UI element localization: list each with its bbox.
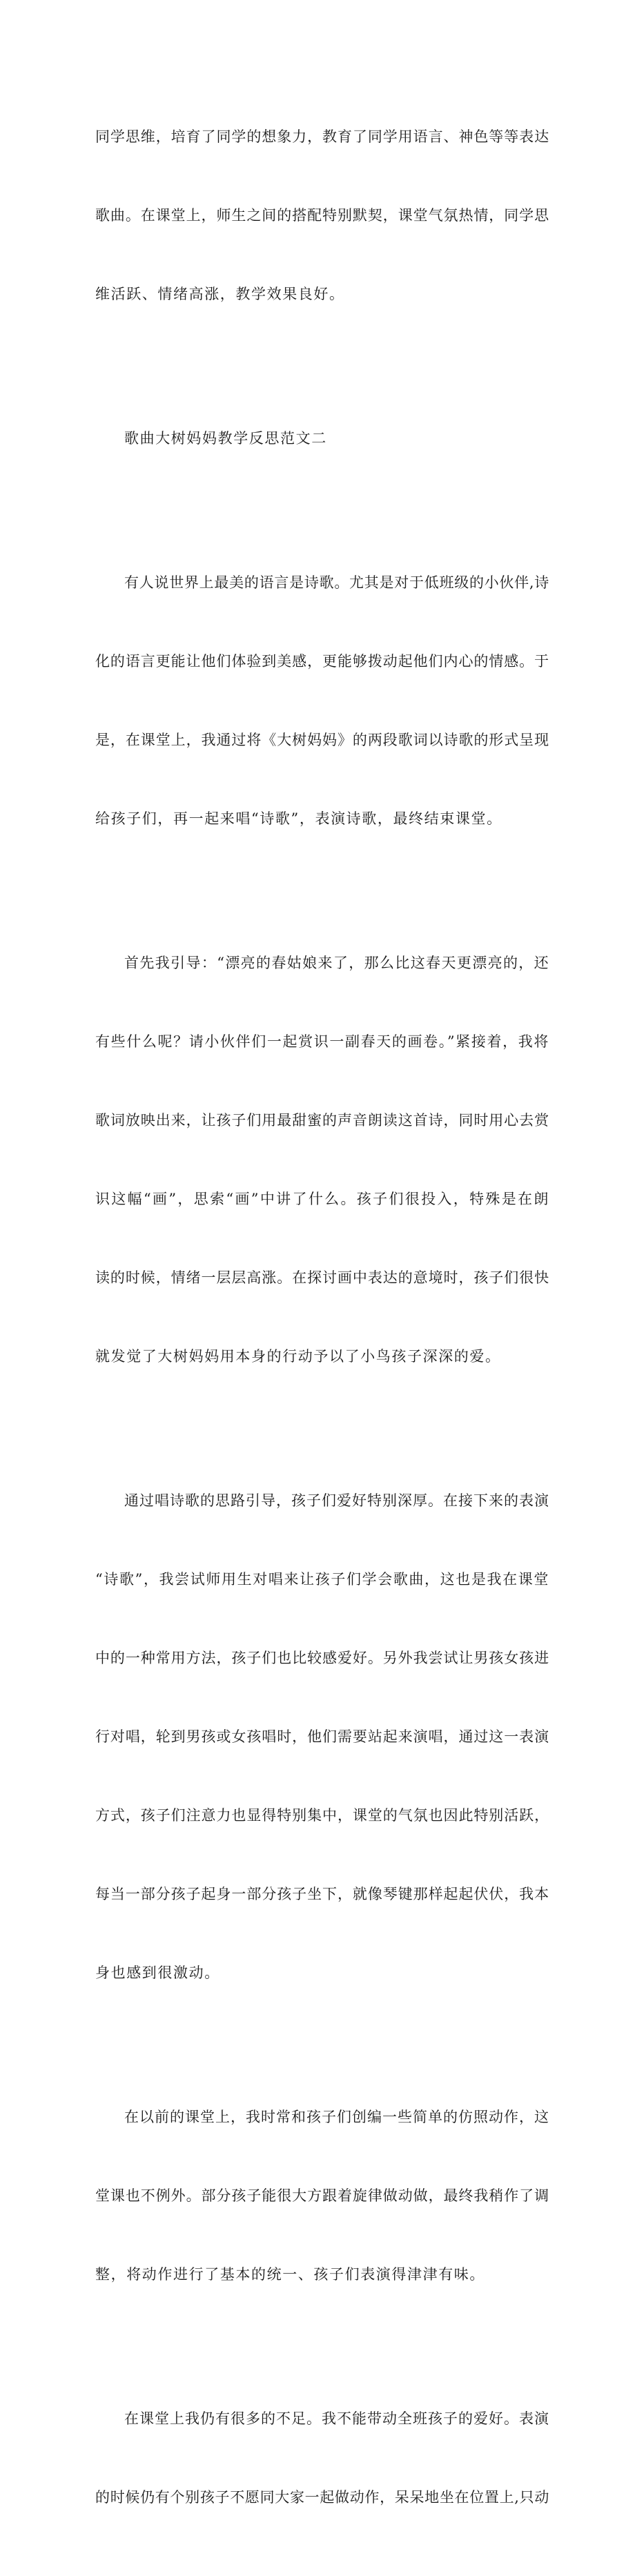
text-line: 通过唱诗歌的思路引导，孩子们爱好特别深厚。在接下来的表演 <box>124 1492 549 1509</box>
text-line: 读的时候，情绪一层层高涨。在探讨画中表达的意境时，孩子们很快 <box>95 1269 549 1286</box>
text-line: 首先我引导：“漂亮的春姑娘来了，那么比这春天更漂亮的，还 <box>124 955 549 971</box>
text-line: 同学思维，培育了同学的想象力，教育了同学用语言、神色等等表达 <box>95 128 549 145</box>
text-line: 整，将动作进行了基本的统一、孩子们表演得津津有味。 <box>95 2266 485 2283</box>
text-line: 化的语言更能让他们体验到美感，更能够拨动起他们内心的情感。于 <box>95 653 549 670</box>
paragraph-intro <box>95 517 549 884</box>
text-line: 行对唱，轮到男孩或女孩唱时，他们需要站起来演唱，通过这一表演 <box>95 1728 549 1745</box>
text-line: 维活跃、情绪高涨，教学效果良好。 <box>95 286 345 302</box>
paragraph-singing <box>95 1435 549 2038</box>
paragraph-actions <box>95 2051 549 2340</box>
heading-line: 歌曲大树妈妈教学反思范文二 <box>124 430 327 447</box>
text-line: 歌曲。在课堂上，师生之间的搭配特别默契，课堂气氛热情，同学思 <box>95 207 549 224</box>
paragraph-shortcomings <box>95 2353 549 2563</box>
document-body <box>95 71 549 2576</box>
text-line: 在以前的课堂上，我时常和孩子们创编一些简单的仿照动作，这 <box>124 2109 549 2125</box>
text-line: 的时候仍有个别孩子不愿同大家一起做动作，呆呆地坐在位置上,只动 <box>95 2489 549 2506</box>
text-line: “诗歌”，我尝试师用生对唱来让孩子们学会歌曲，这也是我在课堂 <box>95 1571 549 1588</box>
text-line: 给孩子们，再一起来唱“诗歌”，表演诗歌，最终结束课堂。 <box>95 810 502 827</box>
text-line: 是，在课堂上，我通过将《大树妈妈》的两段歌词以诗歌的形式呈现 <box>95 732 549 748</box>
text-line: 每当一部分孩子起身一部分孩子坐下，就像琴键那样起起伏伏，我本 <box>95 1886 549 1902</box>
text-line: 中的一种常用方法，孩子们也比较感爱好。另外我尝试让男孩女孩进 <box>95 1650 549 1666</box>
paragraph-continuation <box>95 71 549 360</box>
paragraph-guidance <box>95 897 549 1422</box>
text-line: 就发觉了大树妈妈用本身的行动予以了小鸟孩子深深的爱。 <box>95 1348 501 1365</box>
text-line: 识这幅“画”，思索“画”中讲了什么。孩子们很投入，特殊是在朗 <box>95 1191 549 1207</box>
text-line: 有些什么呢？请小伙伴们一起赏识一副春天的画卷。”紧接着，我将 <box>95 1033 549 1050</box>
section-heading <box>95 373 549 504</box>
text-line: 歌词放映出来，让孩子们用最甜蜜的声音朗读这首诗，同时用心去赏 <box>95 1112 549 1129</box>
text-line: 在课堂上我仍有很多的不足。我不能带动全班孩子的爱好。表演 <box>124 2410 549 2427</box>
text-line: 身也感到很激动。 <box>95 1964 220 1981</box>
text-line: 方式，孩子们注意力也显得特别集中，课堂的气氛也因此特别活跃， <box>95 1807 549 1824</box>
text-line: 有人说世界上最美的语言是诗歌。尤其是对于低班级的小伙伴,诗 <box>124 574 549 591</box>
text-line: 堂课也不例外。部分孩子能很大方跟着旋律做动做，最终我稍作了调 <box>95 2187 549 2204</box>
